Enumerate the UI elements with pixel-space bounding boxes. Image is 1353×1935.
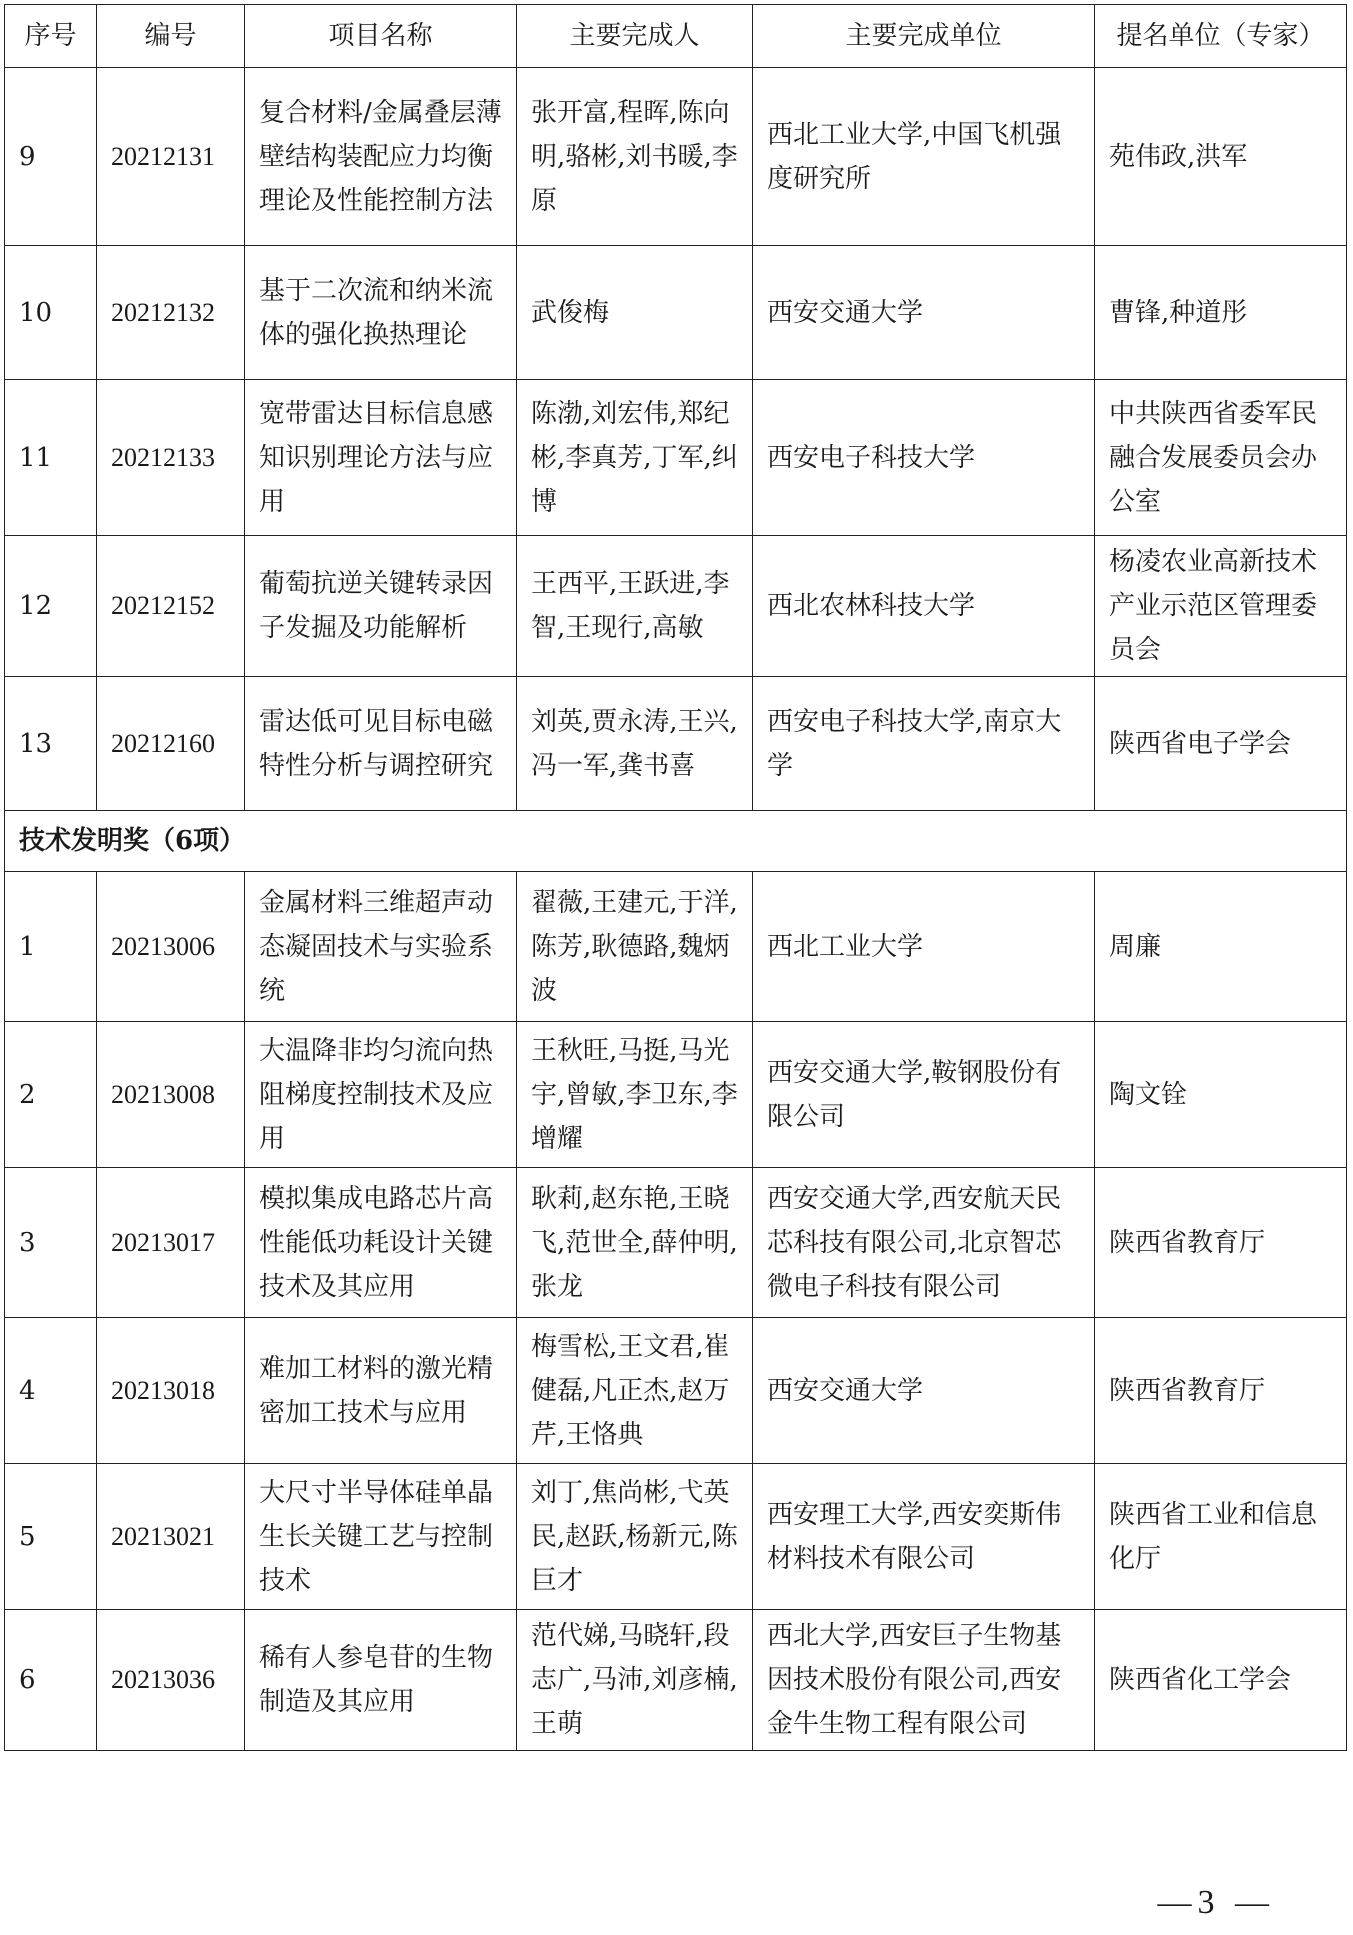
cell-nominator: 陕西省化工学会	[1095, 1610, 1347, 1751]
cell-project-name: 模拟集成电路芯片高性能低功耗设计关键技术及其应用	[245, 1168, 517, 1318]
cell-units: 西安电子科技大学,南京大学	[753, 677, 1095, 811]
cell-units: 西北大学,西安巨子生物基因技术股份有限公司,西安金牛生物工程有限公司	[753, 1610, 1095, 1751]
cell-code: 20213036	[97, 1610, 245, 1751]
cell-code: 20212131	[97, 68, 245, 246]
cell-people: 刘英,贾永涛,王兴,冯一军,龚书喜	[517, 677, 753, 811]
table-row	[5, 536, 1347, 677]
header-row	[5, 5, 1347, 68]
cell-nominator: 陕西省教育厅	[1095, 1168, 1347, 1318]
cell-code: 20213021	[97, 1464, 245, 1610]
cell-people: 陈渤,刘宏伟,郑纪彬,李真芳,丁军,纠博	[517, 380, 753, 536]
cell-people: 武俊梅	[517, 246, 753, 380]
page-number: —3 —	[1157, 1884, 1275, 1921]
cell-units: 西安交通大学	[753, 246, 1095, 380]
cell-people: 王秋旺,马挺,马光宇,曾敏,李卫东,李增耀	[517, 1022, 753, 1168]
table-row	[5, 380, 1347, 536]
cell-units: 西北农林科技大学	[753, 536, 1095, 677]
cell-code: 20212152	[97, 536, 245, 677]
cell-seq: 6	[5, 1610, 97, 1751]
cell-seq: 10	[5, 246, 97, 380]
cell-nominator: 苑伟政,洪军	[1095, 68, 1347, 246]
cell-units: 西安理工大学,西安奕斯伟材料技术有限公司	[753, 1464, 1095, 1610]
table-row	[5, 1610, 1347, 1751]
cell-seq: 12	[5, 536, 97, 677]
cell-seq: 4	[5, 1318, 97, 1464]
awards-table	[4, 4, 1347, 1751]
table-row	[5, 872, 1347, 1022]
cell-project-name: 复合材料/金属叠层薄壁结构装配应力均衡理论及性能控制方法	[245, 68, 517, 246]
cell-project-name: 大尺寸半导体硅单晶生长关键工艺与控制技术	[245, 1464, 517, 1610]
cell-code: 20213018	[97, 1318, 245, 1464]
cell-units: 西安交通大学	[753, 1318, 1095, 1464]
cell-project-name: 难加工材料的激光精密加工技术与应用	[245, 1318, 517, 1464]
header-code: 编号	[97, 5, 245, 68]
cell-nominator: 陶文铨	[1095, 1022, 1347, 1168]
cell-people: 王西平,王跃进,李智,王现行,高敏	[517, 536, 753, 677]
cell-units: 西北工业大学,中国飞机强度研究所	[753, 68, 1095, 246]
cell-nominator: 曹锋,种道彤	[1095, 246, 1347, 380]
header-seq: 序号	[5, 5, 97, 68]
cell-seq: 11	[5, 380, 97, 536]
cell-code: 20212132	[97, 246, 245, 380]
cell-people: 张开富,程晖,陈向明,骆彬,刘书暖,李原	[517, 68, 753, 246]
cell-people: 耿莉,赵东艳,王晓飞,范世全,薛仲明,张龙	[517, 1168, 753, 1318]
cell-code: 20212133	[97, 380, 245, 536]
header-nominator: 提名单位（专家）	[1095, 5, 1347, 68]
cell-nominator: 周廉	[1095, 872, 1347, 1022]
cell-project-name: 宽带雷达目标信息感知识别理论方法与应用	[245, 380, 517, 536]
cell-people: 刘丁,焦尚彬,弋英民,赵跃,杨新元,陈巨才	[517, 1464, 753, 1610]
cell-project-name: 金属材料三维超声动态凝固技术与实验系统	[245, 872, 517, 1022]
cell-nominator: 中共陕西省委军民融合发展委员会办公室	[1095, 380, 1347, 536]
cell-units: 西北工业大学	[753, 872, 1095, 1022]
cell-nominator: 陕西省工业和信息化厅	[1095, 1464, 1347, 1610]
cell-units: 西安交通大学,西安航天民芯科技有限公司,北京智芯微电子科技有限公司	[753, 1168, 1095, 1318]
header-main-units: 主要完成单位	[753, 5, 1095, 68]
table-row	[5, 68, 1347, 246]
cell-units: 西安电子科技大学	[753, 380, 1095, 536]
table-row	[5, 1464, 1347, 1610]
cell-nominator: 杨凌农业高新技术产业示范区管理委员会	[1095, 536, 1347, 677]
table-row	[5, 1022, 1347, 1168]
cell-units: 西安交通大学,鞍钢股份有限公司	[753, 1022, 1095, 1168]
cell-nominator: 陕西省电子学会	[1095, 677, 1347, 811]
cell-project-name: 稀有人参皂苷的生物制造及其应用	[245, 1610, 517, 1751]
cell-code: 20213017	[97, 1168, 245, 1318]
section-title: 技术发明奖（6项）	[5, 811, 1347, 872]
table-row	[5, 246, 1347, 380]
header-project-name: 项目名称	[245, 5, 517, 68]
cell-seq: 13	[5, 677, 97, 811]
section-row	[5, 811, 1347, 872]
cell-people: 范代娣,马晓轩,段志广,马沛,刘彦楠,王萌	[517, 1610, 753, 1751]
cell-seq: 1	[5, 872, 97, 1022]
cell-people: 梅雪松,王文君,崔健磊,凡正杰,赵万芹,王恪典	[517, 1318, 753, 1464]
cell-code: 20213006	[97, 872, 245, 1022]
cell-project-name: 雷达低可见目标电磁特性分析与调控研究	[245, 677, 517, 811]
cell-code: 20213008	[97, 1022, 245, 1168]
cell-code: 20212160	[97, 677, 245, 811]
table-row	[5, 677, 1347, 811]
cell-seq: 5	[5, 1464, 97, 1610]
table-row	[5, 1318, 1347, 1464]
cell-seq: 2	[5, 1022, 97, 1168]
cell-people: 翟薇,王建元,于洋,陈芳,耿德路,魏炳波	[517, 872, 753, 1022]
cell-seq: 3	[5, 1168, 97, 1318]
cell-project-name: 基于二次流和纳米流体的强化换热理论	[245, 246, 517, 380]
header-main-people: 主要完成人	[517, 5, 753, 68]
table-row	[5, 1168, 1347, 1318]
cell-project-name: 大温降非均匀流向热阻梯度控制技术及应用	[245, 1022, 517, 1168]
cell-seq: 9	[5, 68, 97, 246]
cell-nominator: 陕西省教育厅	[1095, 1318, 1347, 1464]
cell-project-name: 葡萄抗逆关键转录因子发掘及功能解析	[245, 536, 517, 677]
